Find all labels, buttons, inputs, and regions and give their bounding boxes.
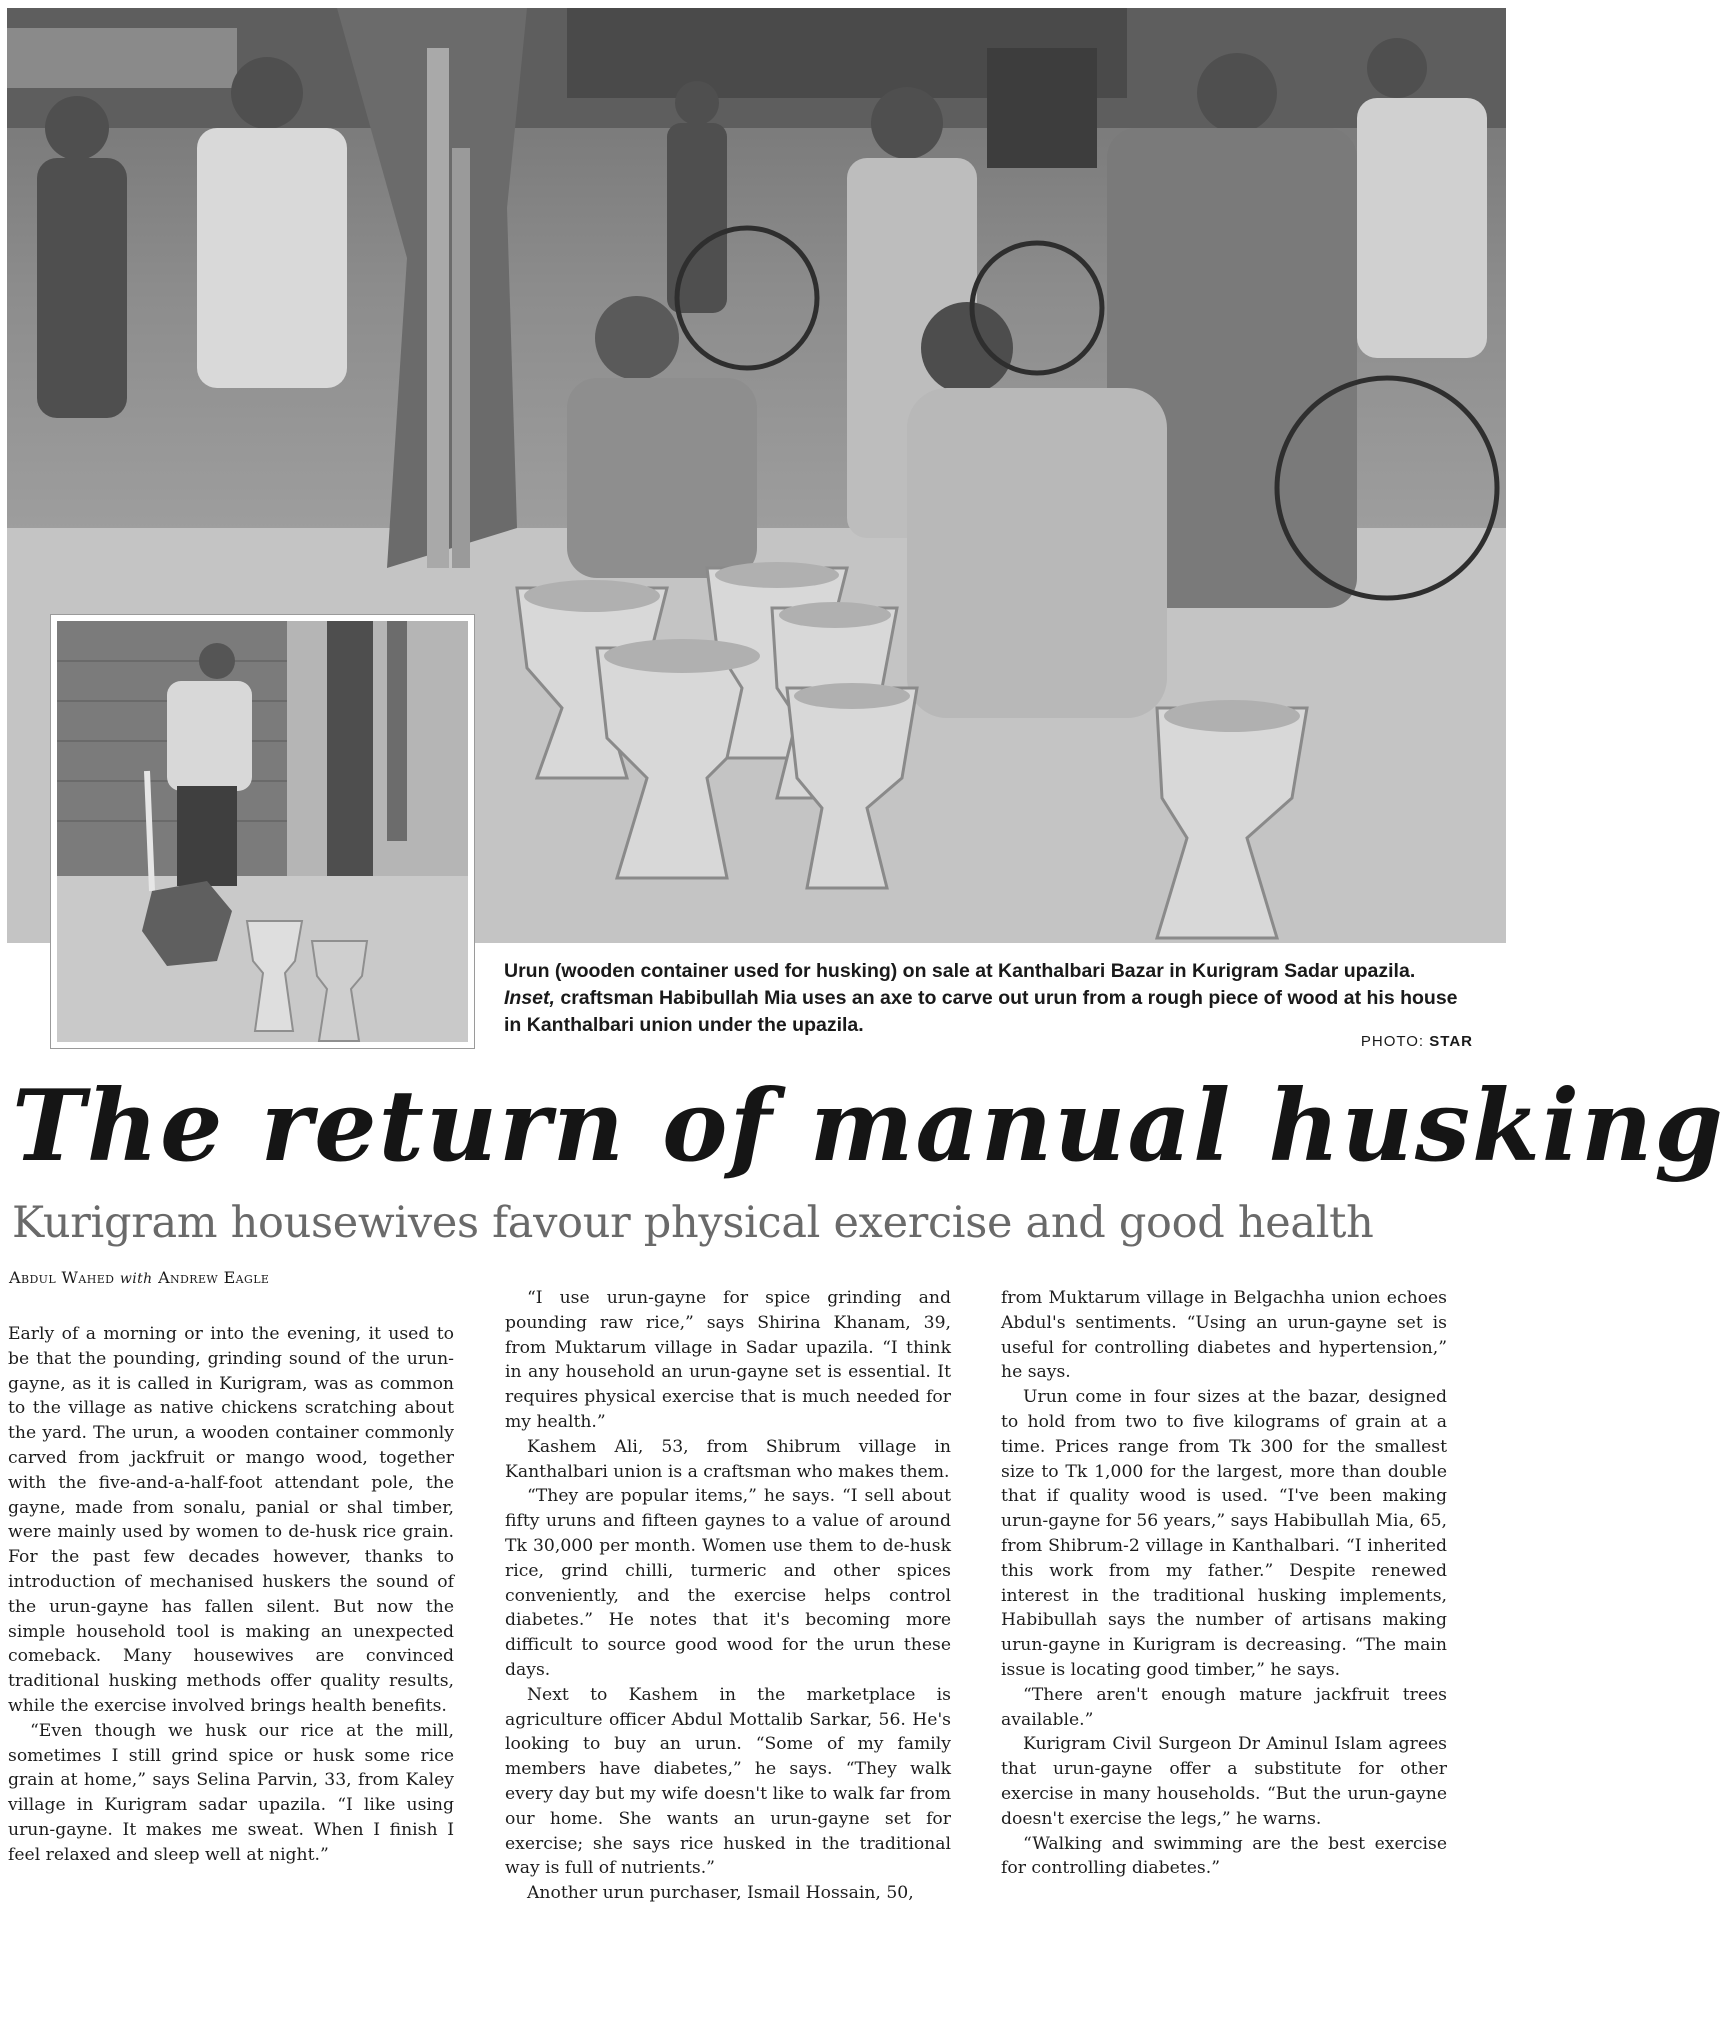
article-column-3 — [1001, 1286, 1447, 1881]
article-paragraph: “Even though we husk our rice at the mill, sometimes I still grind spice or husk some rice grain at home,” says Selina Parvin, 33, from Kaley village in Kurigram sadar upazila. “I like using urun-gayne. It makes me sweat. When I finish I feel relaxed and sleep well at night.” — [8, 1720, 454, 1865]
caption-inset-label: Inset, — [504, 987, 555, 1009]
credit-label: PHOTO: — [1360, 1033, 1425, 1050]
photo-credit — [1361, 1033, 1473, 1050]
caption-inset-text: craftsman Habibullah Mia uses an axe to carve out urun from a rough piece of wood at his house in Kanthalbari union under the upazila. — [504, 987, 1458, 1036]
headline: The return of manual husking — [12, 1069, 1725, 1184]
article-paragraph: “They are popular items,” he says. “I sell about fifty uruns and fifteen gaynes to a value of around Tk 30,000 per month. Women use them to de-husk rice, grind chilli, turmeric and other spices conveniently, and the exercise helps control diabetes.” He notes that it's becoming more difficult to source good wood for the urun these days. — [505, 1486, 951, 1680]
article-paragraph: Urun come in four sizes at the bazar, designed to hold from two to five kilograms of grain at a time. Prices range from Tk 300 for the smallest size to Tk 1,000 for the largest, more than double that if quality wood is used. “I've been making urun-gayne for 56 years,” says Habibullah Mia, 65, from Shibrum-2 village in Kanthalbari. “I inherited this work from my father.” Despite renewed interest in the traditional husking implements, Habibullah says the number of artisans making urun-gayne in Kurigram is decreasing. “The main issue is locating good timber,” he says. — [1001, 1387, 1447, 1680]
article-paragraph: Early of a morning or into the evening, it used to be that the pounding, grinding sound of the urun-gayne, as it is called in Kurigram, was as common to the village as native chickens scratching about the yard. The urun, a wooden container commonly carved from jackfruit or mango wood, together with the five-and-a-half-foot attendant pole, the gayne, made from sonalu, panial or shal timber, were mainly used by women to de-husk rice grain. For the past few decades however, thanks to introduction of mechanised huskers the sound of the urun-gayne has fallen silent. But now the simple household tool is making an unexpected comeback. Many housewives are convinced traditional husking methods offer quality results, while the exercise involved brings health benefits. — [8, 1324, 454, 1716]
article-paragraph: Kurigram Civil Surgeon Dr Aminul Islam agrees that urun-gayne offer a substitute for other exercise in many households. “But the urun-gayne doesn't exercise the legs,” he warns. — [1001, 1734, 1447, 1829]
article-paragraph: Kashem Ali, 53, from Shibrum village in Kanthalbari union is a craftsman who makes them. — [505, 1436, 951, 1482]
caption-text: Urun (wooden container used for husking) on sale at Kanthalbari Bazar in Kurigram Sadar upazila. — [504, 960, 1416, 982]
article-paragraph: “Walking and swimming are the best exercise for controlling diabetes.” — [1001, 1833, 1447, 1879]
credit-source: STAR — [1429, 1033, 1473, 1050]
article-paragraph: from Muktarum village in Belgachha union echoes Abdul's sentiments. “Using an urun-gayne set is useful for controlling diabetes and hypertension,” he says. — [1001, 1288, 1447, 1383]
byline-author: Abdul Wahed — [9, 1268, 115, 1287]
inset-photo — [50, 614, 475, 1049]
article-column-2 — [505, 1286, 951, 1906]
article-paragraph: “There aren't enough mature jackfruit trees available.” — [1001, 1684, 1447, 1730]
article-column-1 — [8, 1322, 454, 1868]
photo-caption — [504, 958, 1470, 1039]
byline-coauthor: Andrew Eagle — [158, 1268, 270, 1287]
byline — [9, 1268, 449, 1287]
article-paragraph: Next to Kashem in the marketplace is agriculture officer Abdul Mottalib Sarkar, 56. He's looking to buy an urun. “Some of my family members have diabetes,” he says. “They walk every day but my wife doesn't like to walk far from our home. She wants an urun-gayne set for exercise; she says rice husked in the traditional way is full of nutrients.” — [505, 1684, 951, 1879]
byline-with: with — [119, 1271, 153, 1287]
article-paragraph: Another urun purchaser, Ismail Hossain, 50, — [527, 1883, 914, 1904]
article-paragraph: “I use urun-gayne for spice grinding and pounding raw rice,” says Shirina Khanam, 39, from Muktarum village in Sadar upazila. “I think in any household an urun-gayne set is essential. It requires physical exercise that is much needed for my health.” — [505, 1288, 951, 1432]
subheadline: Kurigram housewives favour physical exercise and good health — [12, 1198, 1374, 1248]
